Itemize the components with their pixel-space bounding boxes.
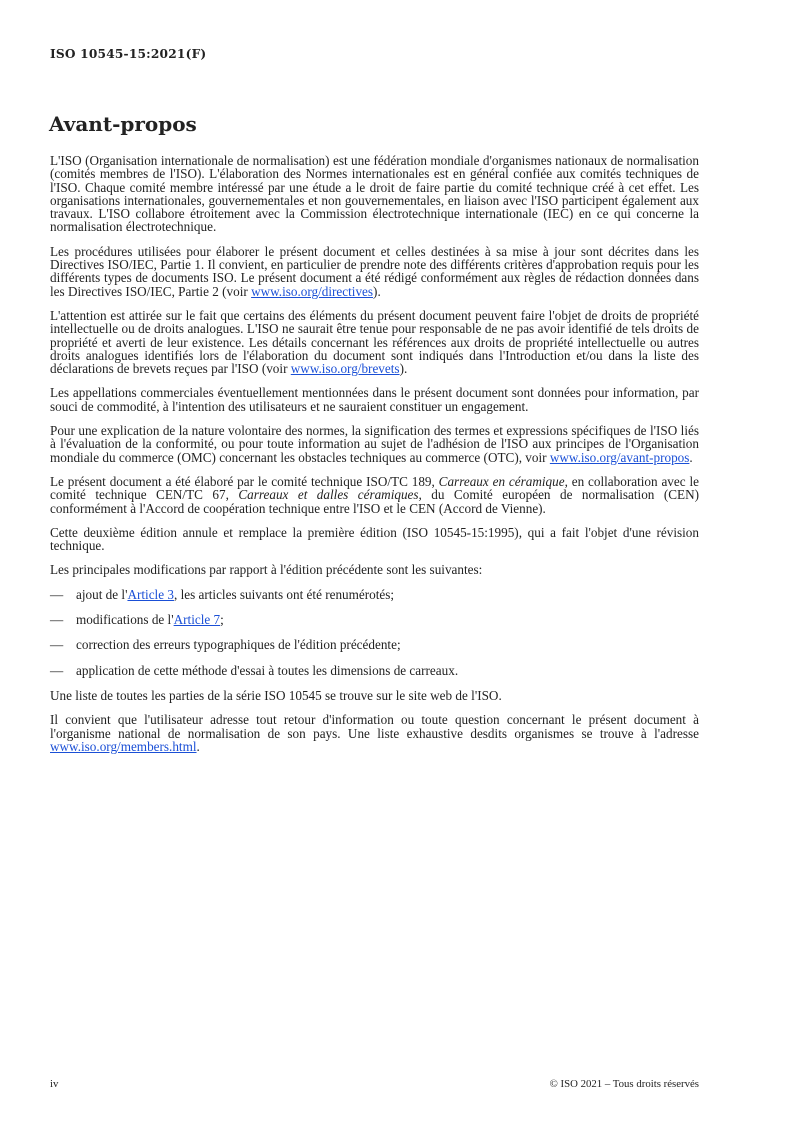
paragraph-end: . (196, 738, 200, 754)
paragraph-voluntary-nature (50, 424, 699, 464)
paragraph-end: ). (399, 361, 408, 377)
members-link[interactable]: www.iso.org/members.html (50, 738, 197, 754)
patents-link[interactable]: www.iso.org/brevets (290, 361, 400, 377)
paragraph-text: , en collaboration avec le comité technique CEN/TC 67, (50, 473, 699, 503)
list-item (50, 638, 699, 651)
article-3-link[interactable]: Article 3 (127, 586, 174, 602)
paragraph-text: Pour une explication de la nature volontaire des normes, la signification des termes et expressions spécifiques de l'ISO liés à l'évaluation de la conformité, ou pour toute information au sujet de l'adhésion de l'ISO aux principes de l'Organisation mondiale du commerce (OMC) concernant les obstacles techniques au commerce (OTC), voir (50, 423, 699, 465)
paragraph-end: ). (373, 283, 381, 299)
list-item-text: modifications de l' (76, 612, 174, 628)
directives-link[interactable]: www.iso.org/directives (251, 283, 374, 299)
paragraph-committee (50, 475, 699, 515)
list-item-text: ; (220, 612, 224, 628)
dash-bullet: — (50, 637, 64, 653)
paragraph-text: Il convient que l'utilisateur adresse tout retour d'information ou toute question concernant le présent document à l'organisme national de normalisation de son pays. Une liste exhaustive desdits organismes se trouve à l'adresse (50, 712, 699, 741)
list-item-text: , les articles suivants ont été renumérotés; (173, 586, 395, 602)
paragraph-feedback (50, 713, 699, 753)
page-title: Avant-propos (49, 112, 197, 136)
list-item-text: application de cette méthode d'essai à toutes les dimensions de carreaux. (76, 662, 459, 678)
paragraph-text: L'attention est attirée sur le fait que certains des éléments du présent document peuvent faire l'objet de droits de propriété intellectuelle ou de droits analogues. L'ISO ne saurait être tenue pour responsable de ne pas avoir identifié de tels droits de propriété et averti de leur existence. Les détails concernant les références aux droits de propriété intellectuelle ou autres droits analogues identifiés lors de l'élaboration du document sont indiqués dans l'Introduction et/ou dans la liste des déclarations de brevets reçues par l'ISO (voir (50, 307, 699, 377)
list-item (50, 613, 699, 626)
list-item-text: correction des erreurs typographiques de l'édition précédente; (76, 637, 401, 653)
dash-bullet: — (50, 586, 64, 602)
paragraph-changes-intro: Les principales modifications par rapport à l'édition précédente sont les suivantes: (50, 562, 483, 578)
paragraph-end: . (689, 449, 693, 465)
paragraph-trade-names: Les appellations commerciales éventuellement mentionnées dans le présent document sont données pour information, par souci de commodité, à l'intention des utilisateurs et ne sauraient constituer un engagement. (50, 385, 699, 414)
document-id: ISO 10545-15:2021(F) (50, 47, 207, 61)
paragraph-iso-intro: L'ISO (Organisation internationale de normalisation) est une fédération mondiale d'organismes nationaux de normalisation (comités membres de l'ISO). L'élaboration des Normes internationales est en général confiée aux comités techniques de l'ISO. Chaque comité membre intéressé par une étude a le droit de faire partie du comité technique créé à cet effet. Les organisations internationales, gouvernementales et non gouvernementales, en liaison avec l'ISO participent également aux travaux. L'ISO collabore étroitement avec la Commission électrotechnique internationale (IEC) en ce qui concerne la normalisation électrotechnique. (50, 153, 699, 235)
paragraph-text: Le présent document a été élaboré par le comité technique ISO/TC 189, (50, 473, 439, 489)
dash-bullet: — (50, 612, 64, 628)
article-7-link[interactable]: Article 7 (173, 612, 221, 628)
paragraph-edition: Cette deuxième édition annule et remplace la première édition (ISO 10545-15:1995), qui a fait l'objet d'une révision technique. (50, 524, 699, 554)
paragraph-text: Les procédures utilisées pour élaborer le présent document et celles destinées à sa mise à jour sont décrites dans les Directives ISO/IEC, Partie 1. Il convient, en particulier de prendre note des différents critères d'approbation requis pour les différents types de documents ISO. Le présent document a été rédigé conformément aux règles de rédaction données dans les Directives ISO/IEC, Partie 2 (voir (50, 243, 699, 299)
committee-title-italic: Carreaux en céramique (438, 473, 565, 489)
document-body (50, 154, 699, 764)
paragraph-patents (50, 309, 699, 375)
foreword-link[interactable]: www.iso.org/avant-propos (549, 449, 690, 465)
page-footer (50, 1078, 699, 1090)
copyright-notice: © ISO 2021 – Tous droits réservés (549, 1078, 699, 1090)
cen-committee-title-italic: Carreaux et dalles céramiques, (238, 487, 422, 503)
dash-bullet: — (50, 662, 64, 678)
list-item-text: ajout de l' (76, 586, 128, 602)
list-item (50, 588, 699, 601)
page-number: iv (50, 1078, 59, 1090)
paragraph-procedures (50, 245, 699, 298)
paragraph-series-list: Une liste de toutes les parties de la série ISO 10545 se trouve sur le site web de l'ISO. (50, 687, 502, 703)
list-item (50, 664, 699, 677)
paragraph-text: du Comité européen de normalisation (CEN) conformément à l'Accord de coopération technique entre l'ISO et le CEN (Accord de Vienne). (50, 487, 699, 516)
